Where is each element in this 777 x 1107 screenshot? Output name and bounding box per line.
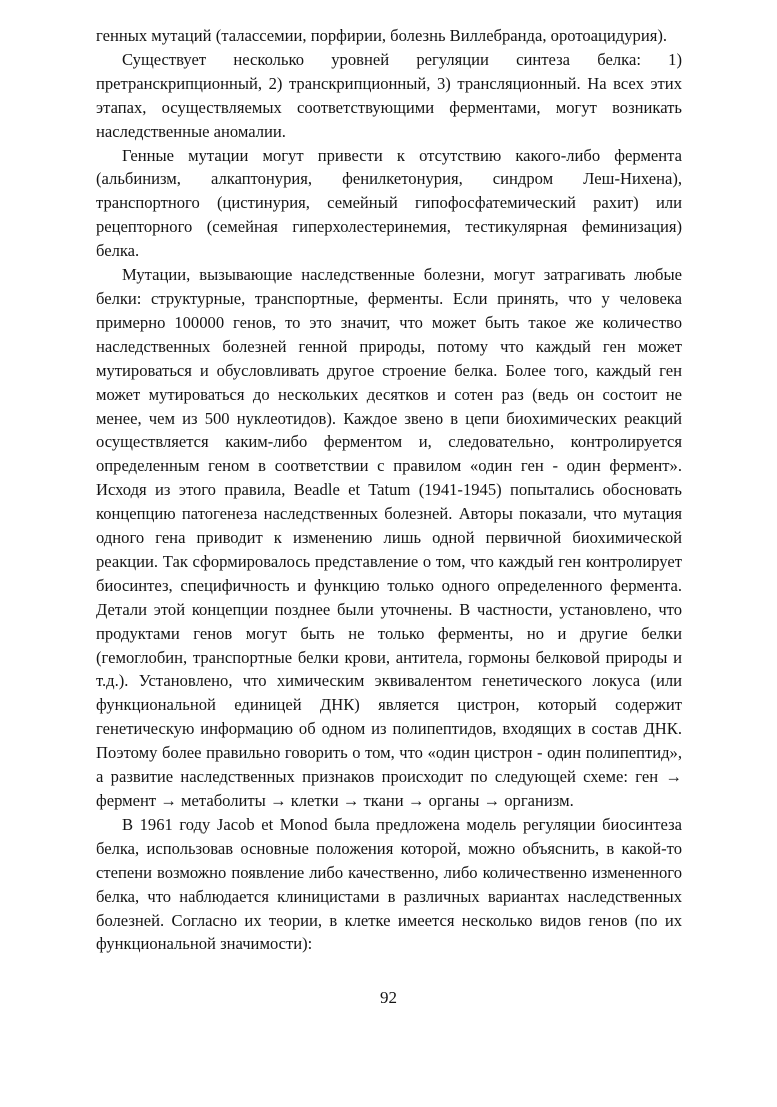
paragraph-jacob-monod: В 1961 году Jacob et Monod была предложена модель регуляции биосинтеза белка, использовав основные положения которой, можно объяснить, в какой-то степени возможно появление либо качественно, либо количественно измененного белка, что наблюдается клиницистами в различных вариантах наследственных болезней. Согласно их теории, в клетке имеется несколько видов генов (по их функциональной значимости): bbox=[96, 814, 682, 954]
paragraph-continuation: генных мутаций (талассемии, порфирии, болезнь Виллебранда, оротоацидурия). bbox=[96, 26, 668, 45]
paragraph-mutations-proteins: Мутации, вызывающие наследственные болезни, могут затрагивать любые белки: структурные, транспортные, ферменты. Если принять, что у человека примерно 100000 генов, то это значит, что может быть такое же количество наследственных болезней генной природы, потому что каждый ген может мутироваться и обусловливать другое строение белка. Более того, каждый ген может мутироваться до нескольких десятков и сотен раз (ведь он состоит не менее, чем из 500 нуклеотидов). Каждое звено в цепи биохимических реакций осуществляется каким-либо ферментом и, следовательно, контролируется определенным геном в соответствии с правилом «один ген - один фермент». Исходя из этого правила, Beadle et Tatum (1941-1945) попытались обосновать концепцию патогенеза наследственных болезней. Авторы показали, что мутация одного гена приводит к изменению лишь одной первичной биохимической реакции. Так сформировалось представление о том, что каждый ген контролирует биосинтез, специфичность и функцию только одного определенного фермента. Детали этой концепции позднее были уточнены. В частности, установлено, что продуктами генов могут быть не только ферменты, но и другие белки (гемоглобин, транспортные белки крови, антитела, гормоны белковой природы и т.д.). Установлено, что химическим эквивалентом генетического локуса (или функциональной единицей ДНК) является цистрон, который содержит генетическую информацию об одном из полипептидов, входящих в состав ДНК. Поэтому более правильно говорить о том, что «один цистрон - один полипептид», а развитие наследственных признаков происходит по следующей схеме: ген → фермент → метаболиты → клетки → ткани → органы → организм. bbox=[96, 265, 682, 810]
page-number: 92 bbox=[380, 988, 397, 1007]
paragraph-gene-mutations: Генные мутации могут привести к отсутствию какого-либо фермента (альбинизм, алкаптонурия, фенилкетонурия, синдром Леш-Нихена), транспортного (цистинурия, семейный гипофосфатемический рахит) или рецепторного (семейная гиперхолестеринемия, тестикулярная феминизация) белка. bbox=[96, 145, 682, 261]
paragraph-regulation-levels: Существует несколько уровней регуляции синтеза белка: 1) претранскрипционный, 2) транскрипционный, 3) трансляционный. На всех этих этапах, осуществляемых соответствующими ферментами, могут возникать наследственные аномалии. bbox=[96, 49, 682, 141]
page-text-body bbox=[96, 24, 682, 956]
